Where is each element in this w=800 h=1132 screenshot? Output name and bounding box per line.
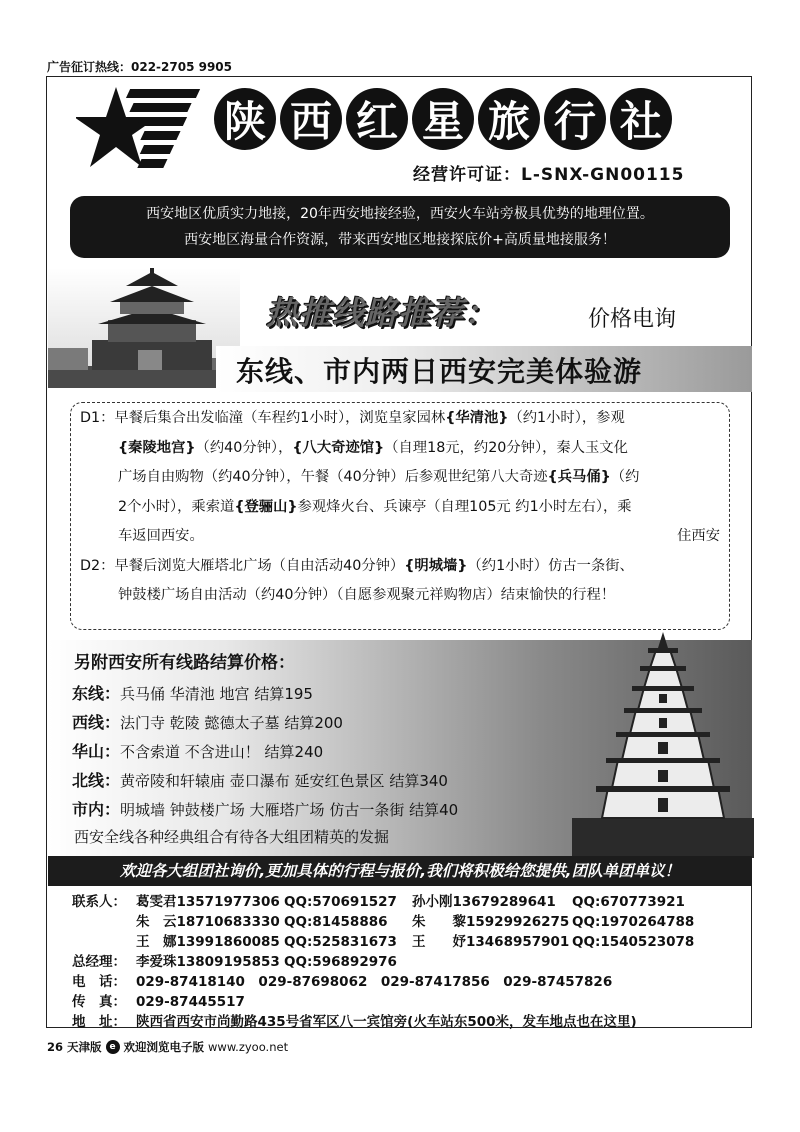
price-inquiry: 价格电询 (588, 307, 677, 332)
red-star-logo-icon (76, 85, 206, 177)
itinerary-text (80, 404, 720, 611)
address-row (72, 1012, 694, 1032)
contact-name-phone: 朱 云18710683330 (136, 914, 280, 930)
page-number: 26 天津版 (47, 1040, 102, 1054)
contact-name-phone: 孙小刚13679289641 (412, 894, 556, 910)
contact-label (72, 932, 136, 952)
title-char: 行 (544, 88, 606, 150)
title-char: 星 (412, 88, 474, 150)
fax-row (72, 992, 694, 1012)
price-line-text: 兵马俑 华清池 地宫 结算195 (120, 685, 313, 703)
contact-block (72, 892, 694, 1032)
address-text: 陕西省西安市尚勤路435号省军区八一宾馆旁(火车站东500米，发车地点也在这里) (136, 1014, 637, 1030)
route-title: 东线、市内两日西安完美体验游 (236, 355, 643, 388)
contact-qq: QQ:1540523078 (572, 934, 695, 950)
price-line-label: 市内： (72, 800, 121, 819)
itinerary-line: 2个小时），乘索道{登骊山}参观烽火台、兵谏亭（自理105元 约1小时左右），乘 (118, 498, 632, 515)
phone-row (72, 972, 694, 992)
ebook-icon: e (106, 1040, 120, 1054)
price-line-label: 北线： (72, 771, 121, 790)
hot-routes-heading: 热推线路推荐： (266, 294, 498, 332)
price-line-text: 不含索道 不含进山！ 结算240 (120, 743, 324, 761)
agency-title (214, 88, 672, 150)
welcome-banner: 欢迎各大组团社询价,更加具体的行程与报价,我们将积极给您提供,团队单团单议！ (48, 856, 752, 886)
title-char: 红 (346, 88, 408, 150)
price-line-label: 西线： (72, 713, 121, 732)
price-line-text: 法门寺 乾陵 懿德太子墓 结算200 (120, 714, 343, 732)
footer-welcome: 欢迎浏览电子版 (123, 1040, 205, 1054)
price-note: 西安全线各种经典组合有待各大组团精英的发掘 (74, 828, 390, 846)
address-label: 地 址： (72, 1014, 126, 1030)
phone-label: 电 话： (72, 974, 126, 990)
contact-row (72, 892, 694, 912)
contact-name-phone: 王 娜13991860085 (136, 934, 280, 950)
price-line-text: 明城墙 钟鼓楼广场 大雁塔广场 仿古一条街 结算40 (120, 801, 459, 819)
price-line (72, 768, 448, 791)
contact-label: 联系人： (72, 894, 126, 910)
title-char: 旅 (478, 88, 540, 150)
contact-label (72, 912, 136, 932)
business-license: 经营许可证：L-SNX-GN00115 (413, 165, 685, 185)
price-line (72, 797, 458, 820)
price-line-text: 黄帝陵和轩辕庙 壶口瀑布 延安红色景区 结算340 (120, 772, 448, 790)
price-line (72, 681, 313, 704)
itinerary-line-text: 车返回西安。 (118, 528, 204, 544)
banner-line-1: 西安地区优质实力地接，20年西安地接经验，西安火车站旁极具优势的地理位置。 (146, 206, 654, 222)
intro-banner (70, 196, 730, 258)
footer-url[interactable]: www.zyoo.net (208, 1040, 289, 1054)
manager-name-phone: 李爱珠13809195853 (136, 954, 280, 970)
phone-numbers: 029-87418140 029-87698062 029-87417856 029-87457826 (136, 974, 613, 990)
contact-row (72, 932, 694, 952)
price-line-label: 华山： (72, 742, 121, 761)
itinerary-line: 钟鼓楼广场自由活动（约40分钟）（自愿参观聚元祥购物店）结束愉快的行程！ (118, 587, 616, 603)
contact-qq: QQ:525831673 (284, 934, 397, 950)
big-wild-goose-pagoda-photo (572, 628, 754, 858)
fax-label: 传 真： (72, 994, 126, 1010)
contact-qq: QQ:81458886 (284, 914, 388, 930)
title-char: 社 (610, 88, 672, 150)
itinerary-line: D2：早餐后浏览大雁塔北广场（自由活动40分钟）{明城墙}（约1小时）仿古一条街、 (80, 557, 634, 574)
price-line (72, 710, 343, 733)
contact-name-phone: 王 妤13468957901 (412, 934, 570, 950)
itinerary-line: {秦陵地宫}（约40分钟），{八大奇迹馆}（自理18元，约20分钟），秦人玉文化 (118, 439, 628, 456)
manager-label: 总经理： (72, 954, 126, 970)
price-line-label: 东线： (72, 684, 121, 703)
overnight-stay: 住西安 (677, 528, 720, 544)
ad-hotline: 广告征订热线：022-2705 9905 (47, 60, 233, 74)
contact-qq: QQ:1970264788 (572, 914, 695, 930)
page-footer (47, 1039, 288, 1055)
manager-row (72, 952, 694, 972)
title-char: 陕 (214, 88, 276, 150)
itinerary-line (80, 522, 720, 552)
price-line (72, 739, 323, 762)
bell-tower-photo (48, 268, 240, 388)
contact-name-phone: 朱 黎15929926275 (412, 914, 570, 930)
fax-number: 029-87445517 (136, 994, 245, 1010)
manager-qq: QQ:596892976 (284, 954, 397, 970)
banner-line-2: 西安地区海量合作资源，带来西安地区地接探底价+高质量地接服务！ (184, 232, 616, 248)
itinerary-line: 广场自由购物（约40分钟），午餐（40分钟）后参观世纪第八大奇迹{兵马俑}（约 (118, 469, 640, 485)
contact-qq: QQ:670773921 (572, 894, 685, 910)
prices-heading: 另附西安所有线路结算价格： (74, 653, 295, 673)
contact-qq: QQ:570691527 (284, 894, 397, 910)
title-char: 西 (280, 88, 342, 150)
contact-name-phone: 葛雯君13571977306 (136, 894, 280, 910)
contact-row (72, 912, 694, 932)
itinerary-line: D1：早餐后集合出发临潼（车程约1小时），浏览皇家园林{华清池}（约1小时），参观 (80, 410, 625, 426)
